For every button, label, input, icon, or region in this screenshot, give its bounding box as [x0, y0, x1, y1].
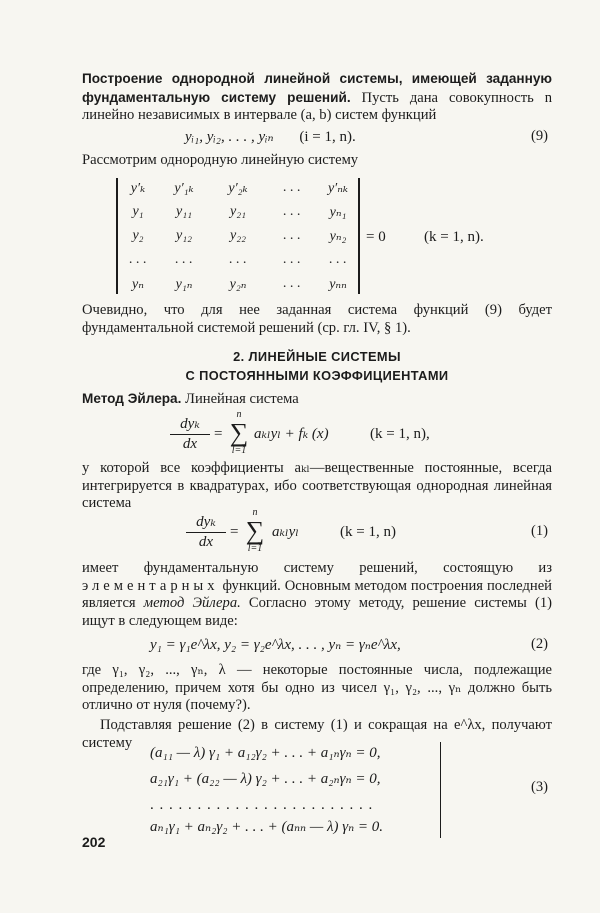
consider-text: Рассмотрим однородную линейную систему	[82, 152, 359, 168]
determinant-equals: = 0	[366, 229, 386, 245]
section-heading-line1: 2. ЛИНЕЙНЫЕ СИСТЕМЫ	[233, 349, 401, 364]
sigma-icon: ∑	[229, 418, 249, 447]
eq1-equals: =	[230, 524, 239, 540]
eqA-sum	[226, 410, 252, 456]
determinant-cell-r4-c2: . . .	[175, 252, 193, 267]
fundamental-text-b: функций. Основным методом построения последней является	[82, 577, 552, 611]
eq1-fraction-line	[186, 532, 226, 533]
paragraph-fundamental	[82, 560, 552, 630]
determinant-cell-r4-c5: . . .	[329, 252, 347, 267]
eqA-sum-bottom: l=1	[231, 445, 247, 456]
determinant-cell-r1-c4: . . .	[283, 180, 301, 195]
determinant-cell-r3-c5: yₙ₂	[329, 229, 347, 244]
determinant-cell-r2-c1: y₁	[132, 204, 144, 219]
euler-intro-text: Линейная система	[181, 391, 299, 407]
equation-9-number: (9)	[530, 128, 548, 144]
eqA-body: aₖₗyₗ + fₖ (x)	[254, 426, 329, 442]
eqA-numerator: dyₖ	[180, 416, 200, 432]
determinant-cell-r2-c4: . . .	[283, 204, 301, 219]
euler-method-italic: метод Эйлера.	[143, 595, 241, 611]
paragraph-euler-intro	[82, 390, 552, 409]
determinant-cell-r3-c3: y₂₂	[230, 228, 246, 243]
paragraph-where	[82, 662, 552, 715]
determinant-cell-r3-c1: y₂	[132, 228, 144, 243]
equation-9	[185, 128, 356, 146]
section-heading-line2: С ПОСТОЯННЫМИ КОЭФФИЦИЕНТАМИ	[185, 368, 449, 383]
obviously-text: Очевидно, что для нее заданная система функций (9) будет фундаментальной системой решений (ср. гл. IV, § 1).	[82, 302, 552, 336]
eq1-sum	[242, 508, 268, 554]
eqA-equals: =	[214, 426, 223, 442]
eqA-condition: (k = 1, n),	[370, 426, 430, 442]
right-brace-icon	[440, 742, 441, 838]
paragraph-consider	[82, 152, 552, 170]
determinant-cell-r5-c3: y₂ₙ	[229, 277, 247, 292]
eq1-body: aₖₗyₗ	[272, 524, 299, 540]
coefficients-text: у которой все коэффициенты aₖₗ—вещественные постоянные, всегда интегрируется в квадратурах, ибо соответствующая однородная линейная система	[82, 460, 552, 511]
fundamental-text-a: имеет фундаментальную систему решений, состоящую из	[82, 560, 552, 576]
where-text: где γ₁, γ₂, ..., γₙ, λ — некоторые постоянные числа, подлежащие определению, причем хотя бы одно из чисел γ₁, γ₂, ..., γₙ должно быть отлично от нуля (почему?).	[82, 662, 552, 713]
eq1-numerator: dyₖ	[196, 514, 216, 530]
eq1-sum-top: n	[252, 507, 258, 518]
sigma-icon: ∑	[245, 516, 265, 545]
eqA-denominator: dx	[182, 436, 198, 452]
eq3-row-1: (a₁₁ — λ) γ₁ + a₁₂γ₂ + . . . + a₁ₙγₙ = 0,	[150, 745, 381, 761]
eq9-list: yᵢ₁, yᵢ₂, . . . , yᵢₙ	[185, 129, 274, 145]
section-title-bold: Построение однородной линейной системы, имеющей заданную фундаментальную систему решений.	[82, 71, 552, 105]
determinant-cell-r4-c4: . . .	[283, 252, 301, 267]
eq1-condition: (k = 1, n)	[340, 524, 396, 540]
equation-2-number: (2)	[530, 636, 548, 652]
eqA-fraction-line	[170, 434, 210, 435]
intro-text: Пусть дана совокупность n линейно независимых в интервале (a, b) систем функций	[82, 89, 553, 123]
determinant-cell-r5-c2: y₁ₙ	[175, 277, 193, 292]
determinant-cell-r5-c5: yₙₙ	[329, 277, 347, 292]
page-number: 202	[82, 834, 106, 850]
eq1-sum-bottom: l=1	[247, 543, 263, 554]
determinant-cell-r5-c4: . . .	[283, 276, 301, 291]
eqA-sum-top: n	[236, 409, 242, 420]
equation-3-number: (3)	[530, 779, 548, 795]
eq3-row-2: a₂₁γ₁ + (a₂₂ — λ) γ₂ + . . . + a₂ₙγₙ = 0,	[150, 771, 381, 787]
determinant-cell-r2-c3: y₂₁	[230, 204, 246, 219]
substituting-text: Подставляя решение (2) в систему (1) и сокращая на e^λx, получают систему	[82, 717, 552, 751]
eq1-denominator: dx	[198, 534, 214, 550]
euler-method-title: Метод Эйлера.	[82, 391, 182, 406]
determinant-condition: (k = 1, n).	[424, 229, 484, 245]
determinant-cell-r2-c5: yₙ₁	[329, 205, 347, 220]
equation-1-number: (1)	[530, 523, 548, 539]
determinant-cell-r1-c1: y′ₖ	[130, 181, 146, 196]
eq3-row-n: aₙ₁γ₁ + aₙ₂γ₂ + . . . + (aₙₙ — λ) γₙ = 0.	[150, 819, 384, 835]
fundamental-text-c: Согласно этому методу, решение системы (1) ищут в следующем виде:	[82, 595, 552, 629]
paragraph-intro	[82, 70, 552, 125]
determinant-cell-r1-c2: y′₁ₖ	[174, 181, 194, 196]
determinant-cell-r4-c3: . . .	[229, 252, 247, 267]
paragraph-obviously	[82, 302, 552, 337]
equation-2: y₁ = γ₁e^λx, y₂ = γ₂e^λx, . . . , yₙ = γₙe^λx,	[150, 637, 401, 653]
determinant-cell-r1-c3: y′₂ₖ	[228, 181, 248, 196]
eq3-row-dots: . . . . . . . . . . . . . . . . . . . . . . . .	[150, 797, 374, 813]
determinant-cell-r3-c4: . . .	[283, 228, 301, 243]
eq9-condition: (i = 1, n).	[299, 129, 356, 145]
eq1-fraction	[186, 512, 226, 551]
determinant-cell-r3-c2: y₁₂	[176, 228, 192, 243]
determinant-cell-r2-c2: y₁₁	[176, 204, 192, 219]
determinant-cell-r5-c1: yₙ	[132, 277, 144, 292]
eqA-fraction	[170, 414, 210, 453]
determinant-cell-r4-c1: . . .	[129, 252, 147, 267]
spaced-word: элементарных	[82, 577, 219, 594]
determinant-cell-r1-c5: y′ₙₖ	[327, 181, 349, 196]
paragraph-coefficients	[82, 460, 552, 513]
determinant-right-bar	[358, 178, 360, 294]
